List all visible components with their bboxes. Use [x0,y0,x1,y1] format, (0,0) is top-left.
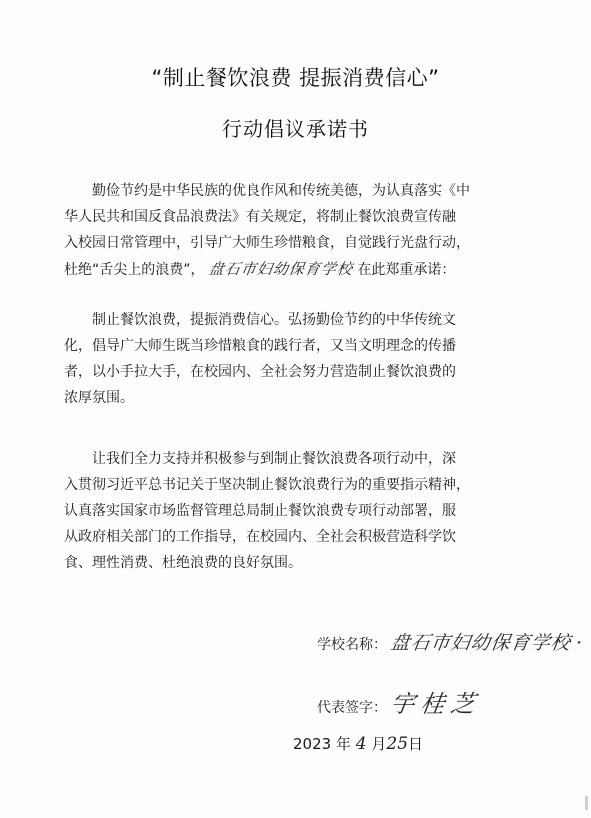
paragraph-1-line-1: 勤俭节约是中华民族的优良作风和传统美德，为认真落实《中 [92,183,470,199]
paragraph-2-line-4: 浓厚氛围。 [64,390,134,406]
document-subtitle: 行动倡议承诺书 [222,117,369,141]
paragraph-1-line-4 [64,256,526,282]
handwritten-representative-signature: 宇桂芝 [389,690,484,718]
paragraph-3-line-3: 认真落实国家市场监督管理总局制止餐饮浪费专项行动部署，服 [64,503,456,519]
paragraph-3-line-4: 从政府相关部门的工作指导，在校园内、全社会积极营造科学饮 [64,529,456,545]
representative-row [317,684,484,719]
paragraph-2-line-2: 化，倡导广大师生既当珍惜粮食的践行者，又当文明理念的传播 [64,338,456,354]
date-month-unit: 月 [371,735,387,753]
document-date [293,733,423,754]
date-month: 4 [355,734,367,754]
paragraph-2 [64,307,526,411]
paragraph-1-line-3: 入校园日常管理中，引导广大师生珍惜粮食，自觉践行光盘行动， [64,235,470,251]
paragraph-1-line-4-post: 在此郑重承诺： [357,262,456,278]
paragraph-3-line-5: 食、理性消费、杜绝浪费的良好氛围。 [64,555,302,571]
date-year-unit: 年 [335,735,351,753]
paragraph-1-line-2: 华人民共和国反食品浪费法》有关规定，将制止餐饮浪费宣传融 [64,209,456,225]
paragraph-3 [64,446,526,576]
date-year: 2023 [293,735,332,753]
page-edge-mark [585,796,588,810]
handwritten-school-name-inline: 盘石市妇幼保育学校 [207,260,355,278]
paragraph-2-line-1: 制止餐饮浪费，提振消费信心。弘扬勤俭节约的中华传统文 [92,312,456,328]
paragraph-1 [64,178,526,282]
representative-label: 代表签字： [317,700,387,716]
date-day-unit: 日 [408,735,424,753]
handwritten-trailing-mark: · [574,632,585,654]
paragraph-1-line-4-pre: 杜绝“舌尖上的浪费”， [64,262,205,278]
paragraph-2-line-3: 者，以小手拉大手，在校园内、全社会努力营造制止餐饮浪费的 [64,364,456,380]
school-name-row [317,628,583,655]
handwritten-school-name: 盘石市妇幼保育学校 [389,632,573,654]
paragraph-3-line-2: 入贯彻习近平总书记关于坚决制止餐饮浪费行为的重要指示精神， [64,477,470,493]
paragraph-3-line-1: 让我们全力支持并积极参与到制止餐饮浪费各项行动中，深 [92,451,456,467]
school-name-label: 学校名称： [317,637,387,653]
date-day: 25 [386,734,409,754]
document-title: “制止餐饮浪费 提振消费信心” [151,66,440,90]
